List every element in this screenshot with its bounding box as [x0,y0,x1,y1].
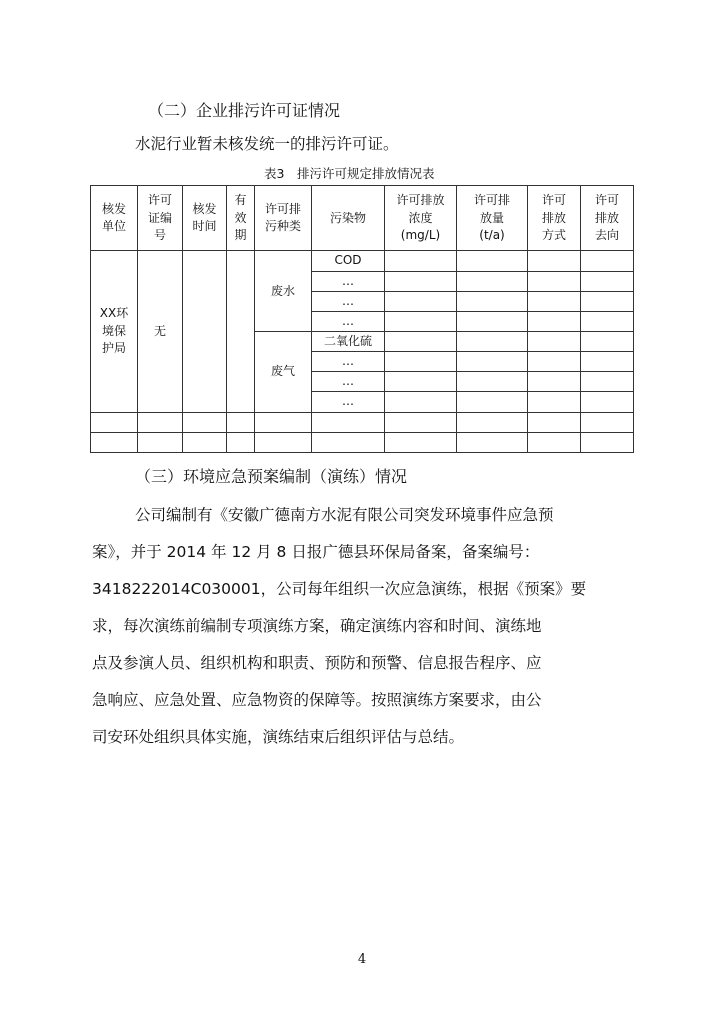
pollutant-cell: … [312,392,385,412]
pollutant-cell: COD [312,251,385,271]
header-cell: 核发 单位 [91,186,138,251]
paragraph-line: 急响应、应急处置、应急物资的保障等。按照演练方案要求，由公 [92,691,542,709]
header-cell: 核发 时间 [183,186,227,251]
header-cell: 许可排放 浓度 (mg/L) [385,186,457,251]
issue-date-cell [183,251,227,412]
paragraph-line: 3418222014C030001，公司每年组织一次应急演练，根据《预案》要 [92,580,587,598]
pollutant-cell: … [312,271,385,291]
section-2-heading: （二）企业排污许可证情况 [148,101,341,120]
pollutant-cell: … [312,311,385,331]
pollutant-cell: 二氧化硫 [312,332,385,352]
section-2-text: 水泥行业暂未核发统一的排污许可证。 [135,135,399,153]
table-row [91,432,634,452]
paragraph-line: 公司编制有《安徽广德南方水泥有限公司突发环境事件应急预 [135,506,554,524]
header-cell: 许可排 污种类 [255,186,312,251]
issuer-cell: XX环 境保 护局 [91,251,138,412]
header-cell: 污染物 [312,186,385,251]
pollutant-cell: … [312,372,385,392]
header-cell: 有 效 期 [227,186,255,251]
header-cell: 许可 排放 去向 [581,186,634,251]
discharge-type-cell: 废气 [255,332,312,413]
discharge-type-cell: 废水 [255,251,312,332]
validity-cell [227,251,255,412]
page-number: 4 [357,952,367,967]
paragraph-line: 点及参演人员、组织机构和职责、预防和预警、信息报告程序、应 [92,654,542,672]
header-cell: 许可排 放量 (t/a) [457,186,528,251]
paragraph-line: 求，每次演练前编制专项演练方案，确定演练内容和时间、演练地 [92,617,542,635]
pollutant-cell: … [312,352,385,372]
paragraph-line: 案》，并于 2014 年 12 月 8 日报广德县环保局备案，备案编号： [92,543,540,561]
paragraph-line: 司安环处组织具体实施，演练结束后组织评估与总结。 [92,728,465,746]
section-3-heading: （三）环境应急预案编制（演练）情况 [135,467,408,486]
permit-table [90,185,634,453]
table-header-row [91,186,634,251]
table-caption: 表3 排污许可规定排放情况表 [264,166,435,181]
header-cell: 许可 排放 方式 [528,186,581,251]
table-row [91,251,634,271]
pollutant-cell: … [312,291,385,311]
permit-number-cell: 无 [138,251,183,412]
header-cell: 许可 证编 号 [138,186,183,251]
table-row [91,412,634,432]
